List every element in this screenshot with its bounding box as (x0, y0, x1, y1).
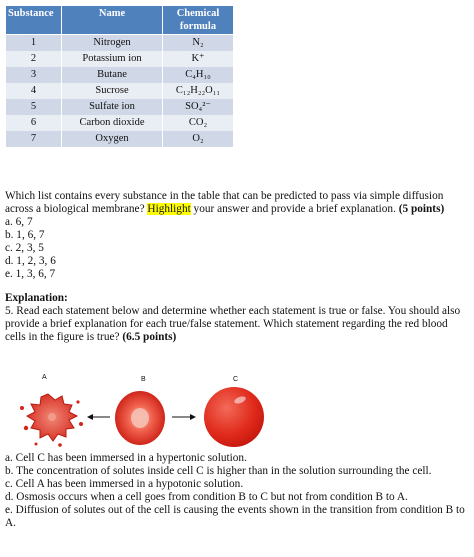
highlighted-word: Highlight (147, 203, 191, 215)
cell-formula: CO₂ (163, 115, 234, 131)
statement-a: a. Cell C has been immersed in a hypertonic solution. (5, 452, 247, 464)
cell-formula: N₂ (163, 35, 234, 52)
figure-label-b: B (141, 376, 146, 383)
question-5-points: (6.5 points) (122, 331, 177, 343)
option-d: d. 1, 2, 3, 6 (5, 255, 56, 267)
explanation-label: Explanation: (5, 292, 68, 304)
cell-name: Nitrogen (62, 35, 163, 52)
statement-c: c. Cell A has been immersed in a hypotonic solution. (5, 478, 244, 490)
cell-substance: 7 (6, 131, 62, 147)
question-4-points: (5 points) (398, 203, 445, 215)
question-4-text-after: your answer and provide a brief explanation. (190, 203, 399, 215)
option-a: a. 6, 7 (5, 216, 33, 228)
option-c: c. 2, 3, 5 (5, 242, 44, 254)
cell-substance: 2 (6, 51, 62, 67)
cell-name: Butane (62, 67, 163, 83)
question-5-options (5, 452, 467, 530)
cell-formula: K⁺ (163, 51, 234, 67)
option-b: b. 1, 6, 7 (5, 229, 45, 241)
figure-label-a: A (42, 374, 47, 381)
cell-formula: O₂ (163, 131, 234, 147)
arrow-b-to-a (87, 414, 110, 420)
arrow-b-to-c (172, 414, 196, 420)
statement-b: b. The concentration of solutes inside cell C is higher than in the solution surrounding the cell. (5, 465, 432, 477)
cell-name: Oxygen (62, 131, 163, 147)
cell-name: Potassium ion (62, 51, 163, 67)
cell-substance: 3 (6, 67, 62, 83)
cell-name: Sucrose (62, 83, 163, 99)
cell-substance: 6 (6, 115, 62, 131)
statement-e: e. Diffusion of solutes out of the cell is causing the events shown in the transition from condition B to A. (5, 504, 465, 529)
figure-label-c: C (233, 376, 239, 383)
cell-formula: C₄H₁₀ (163, 67, 234, 83)
cell-a-crenated (20, 394, 83, 447)
cell-substance: 1 (6, 35, 62, 52)
cell-formula: SO₄²⁻ (163, 99, 234, 115)
cell-formula: C₁₂H₂₂O₁₁ (163, 83, 234, 99)
cell-b-normal (115, 391, 165, 445)
question-4-text-before: Which list contains every substance in the table that can be predicted to pass via simple diffusion across a biological membrane? (5, 190, 444, 215)
cell-name: Sulfate ion (62, 99, 163, 115)
header-substance: Substance (6, 6, 62, 35)
header-chemical-formula: Chemical formula (163, 6, 234, 35)
option-e: e. 1, 3, 6, 7 (5, 268, 56, 280)
cell-substance: 5 (6, 99, 62, 115)
cell-c-swollen (204, 387, 264, 447)
cell-substance: 4 (6, 83, 62, 99)
cell-name: Carbon dioxide (62, 115, 163, 131)
statement-d: d. Osmosis occurs when a cell goes from condition B to C but not from condition B to A. (5, 491, 408, 503)
header-name: Name (62, 6, 163, 35)
question-5-text: 5. Read each statement below and determine whether each statement is true or false. You should also provide a brief explanation for each true/false statement. Which statement regarding the red blood cells in the figure is true? (5, 305, 461, 343)
